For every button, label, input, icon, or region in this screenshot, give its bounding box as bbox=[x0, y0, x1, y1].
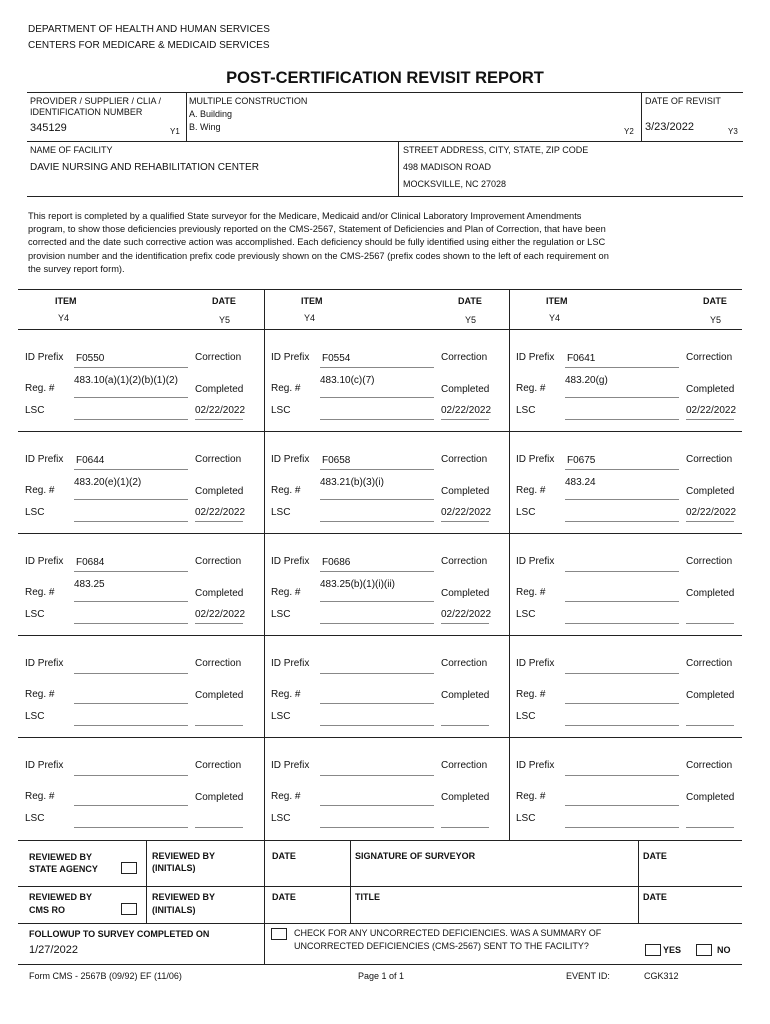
paragraph-line: provision number and the identification prefix code previously shown on the CMS-2567 (prefix codes shown to the left of each requirement on bbox=[28, 250, 609, 261]
multiple-construction-label: MULTIPLE CONSTRUCTION bbox=[189, 96, 308, 106]
followup-label: FOLLOWUP TO SURVEY COMPLETED ON bbox=[29, 929, 210, 939]
reg-label: Reg. # bbox=[516, 383, 546, 394]
item-column-header: ITEM bbox=[301, 296, 323, 306]
reviewed-cms-label-2: CMS RO bbox=[29, 905, 65, 915]
provider-label-1: PROVIDER / SUPPLIER / CLIA / bbox=[30, 96, 162, 106]
id-prefix-value[interactable]: F0550 bbox=[76, 353, 105, 364]
reg-value[interactable]: 483.25(b)(1)(i)(ii) bbox=[320, 579, 396, 590]
date-column-header: DATE bbox=[703, 296, 727, 306]
id-prefix-label: ID Prefix bbox=[25, 658, 64, 669]
lsc-label: LSC bbox=[25, 507, 45, 518]
lsc-label: LSC bbox=[25, 609, 45, 620]
paragraph-line: This report is completed by a qualified State surveyor for the Medicare, Medicaid and/or Clinical Laboratory Improvement Amendments bbox=[28, 211, 582, 221]
reg-value[interactable]: 483.20(g) bbox=[565, 375, 608, 386]
correction-label: Correction bbox=[441, 760, 488, 771]
completed-label: Completed bbox=[195, 690, 244, 701]
completed-label: Completed bbox=[686, 690, 735, 701]
y5-label: Y5 bbox=[219, 315, 231, 325]
correction-label: Correction bbox=[686, 760, 733, 771]
id-prefix-value[interactable]: F0675 bbox=[567, 455, 596, 466]
building-label: A. Building bbox=[189, 109, 233, 119]
lsc-label: LSC bbox=[516, 405, 536, 416]
lsc-label: LSC bbox=[271, 405, 291, 416]
wing-label: B. Wing bbox=[189, 122, 221, 132]
completed-label: Completed bbox=[195, 486, 244, 497]
completed-date[interactable]: 02/22/2022 bbox=[195, 405, 246, 416]
completed-label: Completed bbox=[686, 588, 735, 599]
agency-line-1: DEPARTMENT OF HEALTH AND HUMAN SERVICES bbox=[28, 24, 270, 35]
date-of-revisit-label: DATE OF REVISIT bbox=[645, 96, 721, 106]
reg-label: Reg. # bbox=[25, 383, 55, 394]
id-prefix-label: ID Prefix bbox=[271, 658, 310, 669]
completed-label: Completed bbox=[686, 792, 735, 803]
y5-label: Y5 bbox=[710, 315, 722, 325]
reg-label: Reg. # bbox=[271, 791, 301, 802]
reg-value[interactable]: 483.24 bbox=[565, 477, 596, 488]
id-prefix-value[interactable]: F0554 bbox=[322, 353, 351, 364]
completed-label: Completed bbox=[195, 384, 244, 395]
correction-label: Correction bbox=[195, 454, 242, 465]
y3-label: Y3 bbox=[728, 127, 738, 136]
reviewed-initials-label-2: (INITIALS) bbox=[152, 863, 196, 873]
facility-name-label: NAME OF FACILITY bbox=[30, 145, 113, 155]
completed-label: Completed bbox=[441, 588, 490, 599]
lsc-label: LSC bbox=[516, 813, 536, 824]
reg-label: Reg. # bbox=[271, 383, 301, 394]
completed-date[interactable]: 02/22/2022 bbox=[195, 609, 246, 620]
completed-label: Completed bbox=[195, 792, 244, 803]
date-label: DATE bbox=[272, 851, 296, 861]
y4-label: Y4 bbox=[549, 313, 561, 323]
correction-label: Correction bbox=[441, 658, 488, 669]
completed-date[interactable]: 02/22/2022 bbox=[195, 507, 246, 518]
completed-label: Completed bbox=[686, 384, 735, 395]
id-prefix-label: ID Prefix bbox=[271, 760, 310, 771]
id-prefix-label: ID Prefix bbox=[25, 454, 64, 465]
correction-label: Correction bbox=[441, 352, 488, 363]
lsc-label: LSC bbox=[271, 711, 291, 722]
item-column-header: ITEM bbox=[546, 296, 568, 306]
y5-label: Y5 bbox=[465, 315, 477, 325]
completed-label: Completed bbox=[441, 792, 490, 803]
y1-label: Y1 bbox=[170, 127, 180, 136]
correction-label: Correction bbox=[195, 658, 242, 669]
followup-date: 1/27/2022 bbox=[29, 944, 78, 956]
reg-label: Reg. # bbox=[516, 791, 546, 802]
instructions-paragraph bbox=[28, 210, 748, 276]
no-checkbox[interactable] bbox=[696, 944, 712, 956]
id-prefix-label: ID Prefix bbox=[25, 760, 64, 771]
reg-label: Reg. # bbox=[516, 689, 546, 700]
lsc-label: LSC bbox=[271, 507, 291, 518]
lsc-label: LSC bbox=[25, 405, 45, 416]
reviewed-cms-label-1: REVIEWED BY bbox=[29, 892, 93, 902]
reg-label: Reg. # bbox=[25, 791, 55, 802]
id-prefix-value[interactable]: F0658 bbox=[322, 455, 351, 466]
reg-value[interactable]: 483.25 bbox=[74, 579, 105, 590]
event-id-value: CGK312 bbox=[644, 971, 679, 981]
y4-label: Y4 bbox=[304, 313, 316, 323]
uncorrected-text-2: UNCORRECTED DEFICIENCIES (CMS-2567) SENT TO THE FACILITY? bbox=[294, 941, 589, 951]
id-prefix-value[interactable]: F0644 bbox=[76, 455, 105, 466]
id-prefix-value[interactable]: F0686 bbox=[322, 557, 351, 568]
reviewed-initials-label-1: REVIEWED BY bbox=[152, 851, 216, 861]
date-column-header: DATE bbox=[212, 296, 236, 306]
lsc-label: LSC bbox=[271, 609, 291, 620]
correction-label: Correction bbox=[686, 556, 733, 567]
lsc-label: LSC bbox=[271, 813, 291, 824]
completed-date[interactable]: 02/22/2022 bbox=[441, 507, 492, 518]
paragraph-line: corrected and the date such corrective action was accomplished. Each deficiency should be fully identified using either the regulation or LSC bbox=[28, 237, 606, 248]
correction-label: Correction bbox=[195, 352, 242, 363]
id-prefix-label: ID Prefix bbox=[271, 454, 310, 465]
reviewed-state-label-2: STATE AGENCY bbox=[29, 864, 98, 874]
lsc-label: LSC bbox=[25, 711, 45, 722]
provider-label-2: IDENTIFICATION NUMBER bbox=[30, 107, 143, 117]
provider-number: 345129 bbox=[30, 122, 67, 134]
id-prefix-label: ID Prefix bbox=[271, 352, 310, 363]
completed-label: Completed bbox=[195, 588, 244, 599]
id-prefix-label: ID Prefix bbox=[516, 658, 555, 669]
id-prefix-value[interactable]: F0684 bbox=[76, 557, 105, 568]
reg-label: Reg. # bbox=[271, 485, 301, 496]
paragraph-line: program, to show those deficiencies previously reported on the CMS-2567, Statement of Deficiencies and Plan of Correction, that have been bbox=[28, 224, 606, 235]
id-prefix-label: ID Prefix bbox=[516, 760, 555, 771]
form-title: POST-CERTIFICATION REVISIT REPORT bbox=[226, 69, 544, 87]
form-id: Form CMS - 2567B (09/92) EF (11/06) bbox=[29, 971, 182, 981]
completed-label: Completed bbox=[686, 486, 735, 497]
id-prefix-label: ID Prefix bbox=[516, 556, 555, 567]
y2-label: Y2 bbox=[624, 127, 634, 136]
correction-label: Correction bbox=[441, 454, 488, 465]
facility-name-value: DAVIE NURSING AND REHABILITATION CENTER bbox=[30, 162, 259, 173]
completed-date[interactable]: 02/22/2022 bbox=[686, 507, 737, 518]
completed-date[interactable]: 02/22/2022 bbox=[441, 609, 492, 620]
date-label: DATE bbox=[643, 851, 667, 861]
paragraph-line: the survey report form). bbox=[28, 263, 125, 274]
lsc-label: LSC bbox=[516, 711, 536, 722]
yes-label: YES bbox=[663, 945, 682, 955]
correction-label: Correction bbox=[686, 352, 733, 363]
lsc-label: LSC bbox=[25, 813, 45, 824]
completed-date[interactable]: 02/22/2022 bbox=[686, 405, 737, 416]
reg-label: Reg. # bbox=[271, 587, 301, 598]
address-label: STREET ADDRESS, CITY, STATE, ZIP CODE bbox=[403, 145, 589, 155]
no-label: NO bbox=[717, 945, 731, 955]
completed-label: Completed bbox=[441, 690, 490, 701]
correction-label: Correction bbox=[686, 454, 733, 465]
reviewed-state-label-1: REVIEWED BY bbox=[29, 852, 93, 862]
completed-label: Completed bbox=[441, 486, 490, 497]
uncorrected-text-1: CHECK FOR ANY UNCORRECTED DEFICIENCIES. WAS A SUMMARY OF bbox=[294, 928, 602, 938]
reg-label: Reg. # bbox=[25, 485, 55, 496]
y4-label: Y4 bbox=[58, 313, 70, 323]
reg-value[interactable]: 483.10(a)(1)(2)(b)(1)(2) bbox=[74, 375, 178, 386]
yes-checkbox[interactable] bbox=[645, 944, 661, 956]
id-prefix-label: ID Prefix bbox=[25, 352, 64, 363]
correction-label: Correction bbox=[195, 760, 242, 771]
lsc-label: LSC bbox=[516, 609, 536, 620]
correction-label: Correction bbox=[686, 658, 733, 669]
page-number: Page 1 of 1 bbox=[358, 971, 405, 981]
correction-label: Correction bbox=[195, 556, 242, 567]
reviewed-initials-label-2: (INITIALS) bbox=[152, 905, 196, 915]
title-label: TITLE bbox=[355, 892, 380, 902]
date-label: DATE bbox=[272, 892, 296, 902]
completed-label: Completed bbox=[441, 384, 490, 395]
reg-value[interactable]: 483.10(c)(7) bbox=[320, 375, 375, 386]
id-prefix-label: ID Prefix bbox=[271, 556, 310, 567]
reg-value[interactable]: 483.21(b)(3)(i) bbox=[320, 477, 384, 488]
id-prefix-value[interactable]: F0641 bbox=[567, 353, 596, 364]
reg-value[interactable]: 483.20(e)(1)(2) bbox=[74, 477, 142, 488]
uncorrected-deficiencies-checkbox[interactable] bbox=[271, 928, 287, 940]
reg-label: Reg. # bbox=[25, 587, 55, 598]
date-of-revisit-value: 3/23/2022 bbox=[645, 121, 694, 133]
id-prefix-label: ID Prefix bbox=[516, 352, 555, 363]
signature-label: SIGNATURE OF SURVEYOR bbox=[355, 851, 476, 861]
address-line-1: 498 MADISON ROAD bbox=[403, 162, 492, 172]
correction-label: Correction bbox=[441, 556, 488, 567]
date-column-header: DATE bbox=[458, 296, 482, 306]
cms-ro-checkbox[interactable] bbox=[121, 903, 137, 915]
reg-label: Reg. # bbox=[516, 485, 546, 496]
reg-label: Reg. # bbox=[271, 689, 301, 700]
reg-label: Reg. # bbox=[25, 689, 55, 700]
date-label: DATE bbox=[643, 892, 667, 902]
id-prefix-label: ID Prefix bbox=[25, 556, 64, 567]
lsc-label: LSC bbox=[516, 507, 536, 518]
reviewed-initials-label-1: REVIEWED BY bbox=[152, 892, 216, 902]
state-agency-checkbox[interactable] bbox=[121, 862, 137, 874]
item-column-header: ITEM bbox=[55, 296, 77, 306]
agency-line-2: CENTERS FOR MEDICARE & MEDICAID SERVICES bbox=[28, 40, 270, 51]
reg-label: Reg. # bbox=[516, 587, 546, 598]
id-prefix-label: ID Prefix bbox=[516, 454, 555, 465]
event-id-label: EVENT ID: bbox=[566, 971, 610, 981]
address-line-2: MOCKSVILLE, NC 27028 bbox=[403, 179, 507, 189]
completed-date[interactable]: 02/22/2022 bbox=[441, 405, 492, 416]
